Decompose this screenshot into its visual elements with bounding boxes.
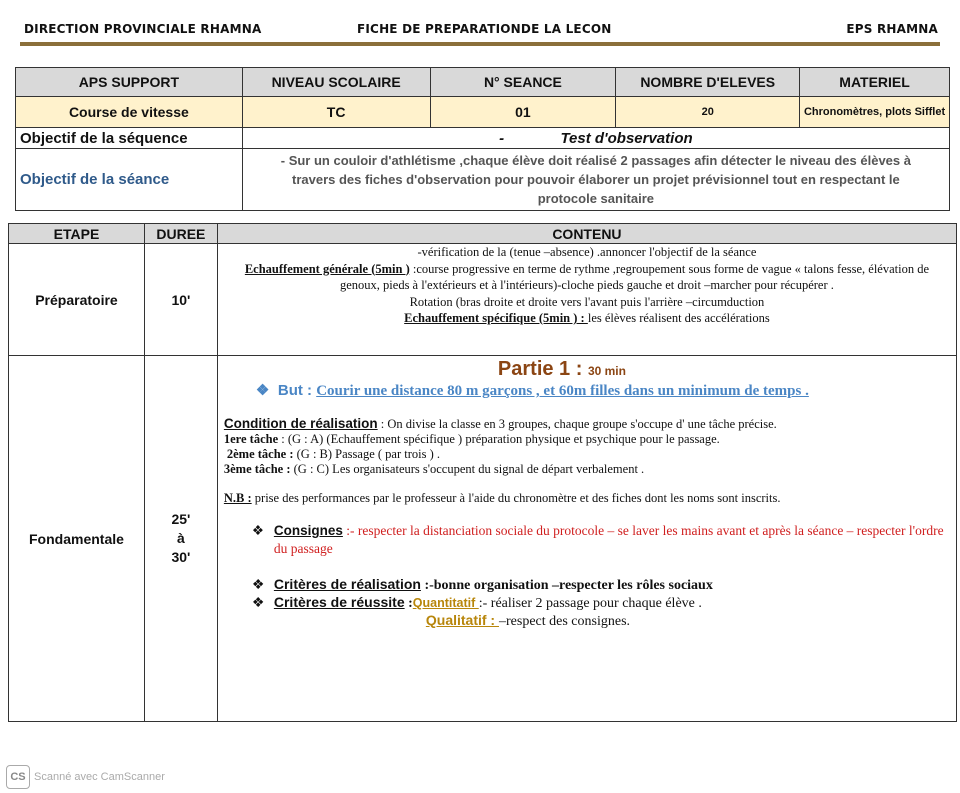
but-label: But : bbox=[277, 382, 317, 399]
tache3-line bbox=[224, 462, 950, 477]
duree-preparatoire: 10' bbox=[144, 244, 217, 356]
criteres-reussite-colon: : bbox=[404, 596, 413, 611]
prep-echauffement-specifique bbox=[226, 310, 948, 327]
tache3-label: 3ème tâche : bbox=[223, 462, 291, 476]
header-aps-support: APS SUPPORT bbox=[16, 68, 243, 97]
info-table bbox=[15, 67, 950, 211]
prep-rotation: Rotation (bras droite et droite vers l'avant puis l'arrière –circumduction bbox=[409, 294, 765, 309]
tache2-label: 2ème tâche : bbox=[226, 447, 294, 461]
tache2-text: (G : B) Passage ( par trois ) . bbox=[293, 447, 441, 461]
quantitatif-text: :- réaliser 2 passage pour chaque élève . bbox=[478, 596, 702, 611]
objectif-sequence-row bbox=[16, 128, 950, 149]
qualitatif-text: –respect des consignes. bbox=[499, 614, 631, 629]
value-materiel: Chronomètres, plots Sifflet bbox=[800, 97, 950, 128]
echauffement-specifique-label: Echauffement spécifique (5min ) : bbox=[404, 311, 588, 325]
objectif-sequence-label: Objectif de la séquence bbox=[16, 128, 243, 149]
condition-text: : On divise la classe en 3 groupes, chaque groupe s'occupe d' une tâche précise. bbox=[377, 417, 777, 431]
contenu-preparatoire bbox=[217, 244, 956, 356]
condition-label: Condition de réalisation bbox=[223, 416, 378, 431]
header-nombre-eleves: NOMBRE D'ELEVES bbox=[616, 68, 800, 97]
nb-label: N.B : bbox=[223, 491, 252, 505]
value-niveau-scolaire: TC bbox=[242, 97, 430, 128]
tache1-text: : (G : A) (Echauffement spécifique ) préparation physique et psychique pour le passage. bbox=[278, 432, 720, 446]
qualitatif-line bbox=[426, 612, 950, 630]
criteres-reussite-line bbox=[252, 594, 950, 612]
duree-fondamentale bbox=[144, 356, 217, 722]
diamond-bullet-icon: ❖ bbox=[251, 523, 264, 538]
tache3-text: (G : C) Les organisateurs s'occupent du signal de départ verbalement . bbox=[290, 462, 645, 476]
echauffement-generale-label: Echauffement générale (5min ) bbox=[244, 261, 410, 276]
echauffement-generale-text: :course progressive en terme de rythme ,regroupement sous forme de vague « talons fesse, élévation de genoux, pieds à l'extérieurs et à l'intérieurs)-cloche pieds gauche et droit –marcher pour récupérer . bbox=[340, 261, 930, 292]
diamond-bullet-icon: ❖ bbox=[251, 576, 265, 592]
value-aps-support: Course de vitesse bbox=[16, 97, 243, 128]
camscanner-watermark-text: Scanné avec CamScanner bbox=[34, 771, 165, 783]
objectif-sequence-value: Test d'observation bbox=[560, 129, 693, 147]
header-contenu: CONTENU bbox=[217, 224, 956, 244]
prep-line-verification: -vérification de la (tenue –absence) .annoncer l'objectif de la séance bbox=[417, 245, 757, 259]
qualitatif-label: Qualitatif : bbox=[425, 612, 499, 628]
etape-preparatoire: Préparatoire bbox=[9, 244, 145, 356]
page-header bbox=[20, 20, 940, 46]
header-left: DIRECTION PROVINCIALE RHAMNA bbox=[24, 22, 262, 36]
criteres-reussite-label: Critères de réussite bbox=[273, 594, 405, 610]
consignes-label: Consignes bbox=[273, 523, 343, 538]
header-center: FICHE DE PREPARATIONDE LA LECON bbox=[357, 22, 612, 36]
objectif-sequence-cell bbox=[242, 128, 949, 149]
header-duree: DUREE bbox=[144, 224, 217, 244]
header-etape: ETAPE bbox=[9, 224, 145, 244]
objectif-sequence-dash: - bbox=[499, 129, 505, 147]
objectif-seance-row bbox=[16, 149, 950, 211]
fondamentale-row bbox=[9, 356, 957, 722]
lesson-table bbox=[8, 223, 957, 722]
objectif-seance-value: - Sur un couloir d'athlétisme ,chaque élève doit réalisé 2 passages afin détecter le niveau des élèves à travers des fiches d'observation pour pouvoir élaborer un projet prévisionnel tout en respectant le protocole sanitaire bbox=[242, 149, 949, 211]
header-seance: N° SEANCE bbox=[430, 68, 616, 97]
header-materiel: MATERIEL bbox=[800, 68, 950, 97]
duree-fondamentale-2: à bbox=[177, 530, 185, 546]
camscanner-logo-icon: CS bbox=[6, 765, 30, 789]
lesson-header-row bbox=[9, 224, 957, 244]
consignes-line bbox=[252, 522, 950, 558]
partie-time: 30 min bbox=[587, 364, 626, 378]
but-text: Courir une distance 80 m garçons , et 60m filles dans un minimum de temps . bbox=[316, 383, 809, 399]
diamond-bullet-icon: ❖ bbox=[255, 383, 270, 399]
criteres-realisation-text: :-bonne organisation –respecter les rôles sociaux bbox=[420, 578, 713, 593]
header-right: EPS RHAMNA bbox=[846, 22, 938, 36]
but-line bbox=[256, 381, 950, 400]
contenu-fondamentale bbox=[217, 356, 956, 722]
tache2-line bbox=[224, 447, 950, 462]
info-values-row bbox=[16, 97, 950, 128]
quantitatif-label: Quantitatif bbox=[412, 596, 479, 610]
condition-line bbox=[224, 416, 950, 432]
criteres-realisation-label: Critères de réalisation bbox=[273, 576, 421, 592]
criteres-realisation-line bbox=[252, 576, 950, 594]
duree-fondamentale-1: 25' bbox=[171, 511, 191, 527]
info-header-row bbox=[16, 68, 950, 97]
header-niveau-scolaire: NIVEAU SCOLAIRE bbox=[242, 68, 430, 97]
consignes-text: :- respecter la distanciation sociale du protocole – se laver les mains avant et après la séance – respecter l'ordre du passage bbox=[273, 523, 944, 556]
etape-fondamentale: Fondamentale bbox=[9, 356, 145, 722]
partie-title-text: Partie 1 : bbox=[497, 358, 588, 380]
echauffement-specifique-text: les élèves réalisent des accélérations bbox=[587, 311, 770, 325]
preparatoire-row bbox=[9, 244, 957, 356]
objectif-seance-label: Objectif de la séance bbox=[16, 149, 243, 211]
duree-fondamentale-3: 30' bbox=[171, 549, 191, 565]
diamond-bullet-icon: ❖ bbox=[251, 594, 265, 610]
nb-text: prise des performances par le professeur à l'aide du chronomètre et des fiches dont les noms sont inscrits. bbox=[251, 491, 781, 505]
tache1-line bbox=[224, 432, 950, 447]
value-seance: 01 bbox=[430, 97, 616, 128]
value-nombre-eleves: 20 bbox=[616, 97, 800, 128]
partie-title bbox=[174, 358, 950, 381]
prep-echauffement-generale bbox=[226, 261, 948, 294]
nb-line bbox=[224, 491, 950, 506]
tache1-label: 1ere tâche bbox=[223, 432, 279, 446]
